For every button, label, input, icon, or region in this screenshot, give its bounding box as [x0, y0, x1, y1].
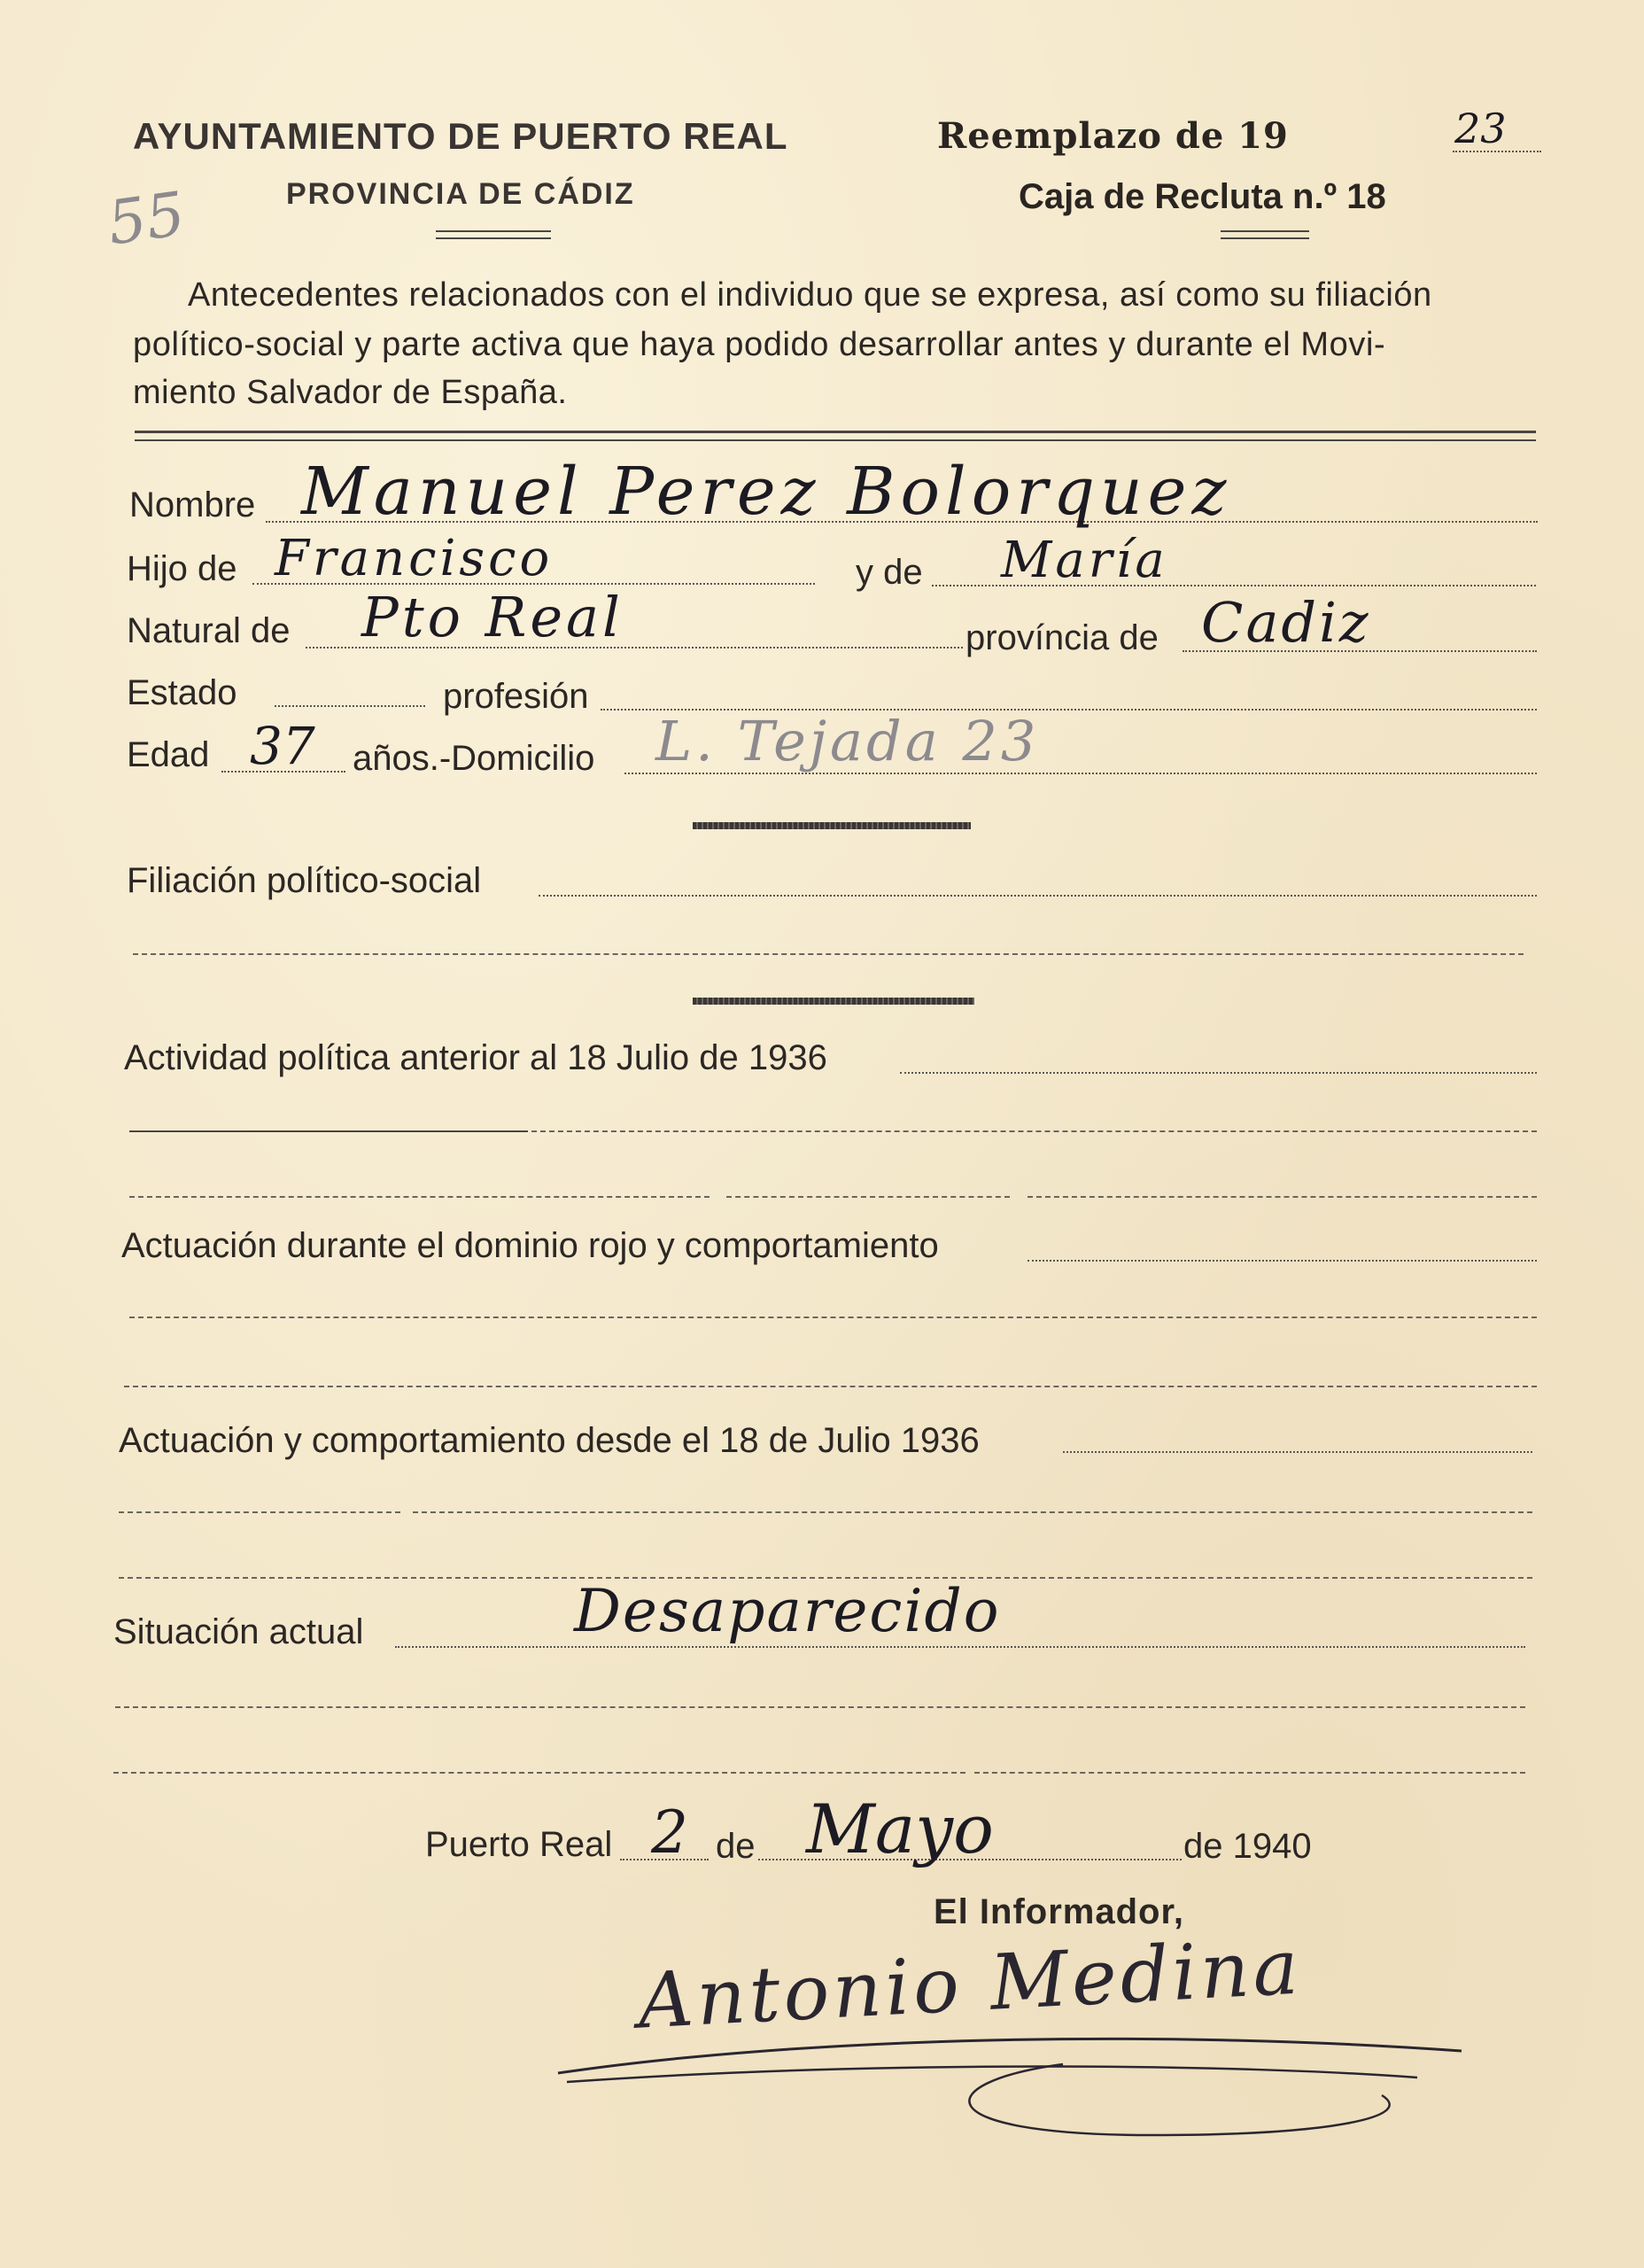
actividad-line-3a — [129, 1196, 710, 1198]
situacion-line-2 — [115, 1706, 1525, 1708]
intro-line-2: político-social y parte activa que haya podido desarrollar antes y durante el Movi- — [133, 326, 1386, 363]
nombre-label: Nombre — [129, 485, 256, 524]
edad-label: Edad — [127, 735, 210, 774]
estado-dotline — [275, 705, 425, 707]
caja-recluta: Caja de Recluta n.º 18 — [1019, 177, 1386, 216]
footer-month: Mayo — [806, 1790, 994, 1868]
actividad-line-2b — [531, 1130, 1537, 1132]
anos-domicilio-label: años.-Domicilio — [353, 739, 595, 778]
intro-line-3: miento Salvador de España. — [133, 374, 568, 411]
hijo-de-label: Hijo de — [127, 549, 237, 588]
filiacion-line-2b — [1333, 953, 1524, 955]
caja-underline — [1221, 230, 1309, 239]
actuacion-dominio-dotline — [1028, 1260, 1537, 1262]
reemplazo-dotline — [1453, 151, 1541, 152]
hijo-de-value: Francisco — [275, 530, 554, 587]
situacion-line-3b — [974, 1772, 1525, 1774]
provincia-de-value: Cadiz — [1201, 590, 1371, 655]
signature-flourish — [531, 2011, 1488, 2144]
filiacion-dotline — [539, 895, 1537, 897]
footer-de-1: de — [716, 1827, 756, 1866]
actuacion-desde-dotline — [1063, 1451, 1532, 1453]
domicilio-value: L. Tejada 23 — [655, 709, 1040, 773]
situacion-label: Situación actual — [113, 1612, 364, 1651]
reemplazo-year-handwritten: 23 — [1454, 105, 1507, 152]
actuacion-dominio-line-2 — [129, 1317, 1537, 1318]
actividad-line-3c — [726, 1196, 1010, 1198]
actividad-line-3b — [1028, 1196, 1537, 1198]
margin-number: 55 — [103, 179, 190, 260]
edad-value: 37 — [250, 716, 315, 776]
footer-day: 2 — [651, 1798, 688, 1867]
filiacion-line-2 — [133, 953, 1338, 955]
actividad-label: Actividad política anterior al 18 Julio de 1936 — [124, 1038, 827, 1077]
actuacion-desde-label: Actuación y comportamiento desde el 18 de Julio 1936 — [119, 1421, 980, 1460]
y-de-label: y de — [856, 553, 923, 592]
footer-year: de 1940 — [1183, 1827, 1312, 1866]
province-underline — [436, 230, 551, 239]
actividad-line-2a — [129, 1130, 528, 1132]
provincia-de-label: província de — [965, 618, 1159, 657]
profesion-label: profesión — [443, 677, 589, 716]
filiacion-label: Filiación político-social — [127, 861, 482, 900]
intro-line-1: Antecedentes relacionados con el individuo que se expresa, así como su filiación — [188, 276, 1432, 314]
footer-place: Puerto Real — [425, 1825, 613, 1864]
natural-de-value: Pto Real — [361, 585, 624, 649]
municipality-title: AYUNTAMIENTO DE PUERTO REAL — [133, 115, 788, 157]
top-rule-1 — [135, 431, 1536, 433]
actuacion-dominio-label: Actuación durante el dominio rojo y comportamiento — [121, 1226, 939, 1265]
actividad-dotline — [900, 1072, 1537, 1074]
province-subtitle: PROVINCIA DE CÁDIZ — [286, 177, 635, 211]
situacion-dotline — [395, 1646, 1525, 1648]
reemplazo-label: Reemplazo de 19 — [937, 115, 1289, 157]
estado-label: Estado — [127, 673, 237, 712]
situacion-line-3 — [113, 1772, 965, 1774]
actuacion-desde-line-2b — [413, 1511, 1532, 1513]
natural-de-label: Natural de — [127, 611, 291, 650]
actuacion-desde-line-2a — [119, 1511, 400, 1513]
separator-2 — [693, 998, 974, 1005]
separator-1 — [693, 822, 971, 829]
signature: Antonio Medina — [635, 1922, 1305, 2047]
actuacion-dominio-line-3 — [124, 1386, 1537, 1387]
informador-label: El Informador, — [934, 1892, 1184, 1931]
nombre-value: Manuel Perez Bolorquez — [301, 454, 1232, 530]
y-de-value: María — [1001, 532, 1168, 589]
situacion-value: Desaparecido — [574, 1577, 1001, 1645]
top-rule-2 — [135, 439, 1536, 441]
